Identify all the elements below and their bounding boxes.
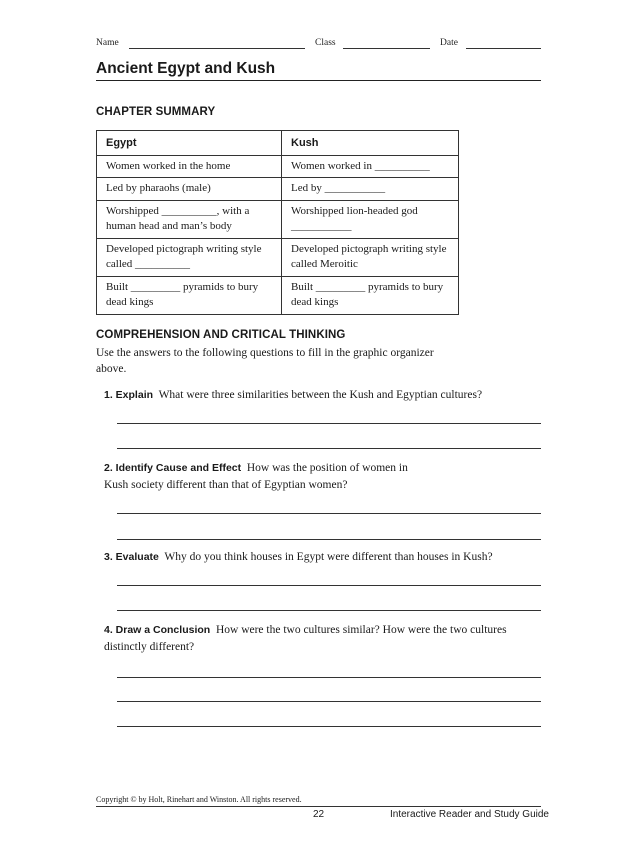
footer-rule (96, 806, 541, 807)
name-label: Name (96, 38, 119, 48)
answer-line[interactable] (117, 701, 541, 702)
question-4 (104, 622, 514, 656)
question-2 (104, 460, 434, 494)
answer-line[interactable] (117, 513, 541, 514)
page-number: 22 (313, 809, 325, 820)
instructions-text: Use the answers to the following questions to fill in the graphic organizer above. (96, 347, 434, 375)
answer-line[interactable] (117, 726, 541, 727)
summary-table (96, 130, 459, 315)
copyright-notice: Copyright © by Holt, Rinehart and Winston. All rights reserved. (96, 795, 302, 804)
table-cell: Led by pharaohs (male) (97, 178, 282, 201)
question-1 (104, 387, 544, 404)
table-cell: Built _________ pyramids to bury dead kings (97, 276, 282, 314)
class-label: Class (315, 38, 336, 48)
answer-line[interactable] (117, 677, 541, 678)
table-row (97, 276, 459, 314)
question-3 (104, 549, 544, 566)
question-text: Why do you think houses in Egypt were different than houses in Kush? (164, 551, 493, 563)
comprehension-heading: COMPREHENSION AND CRITICAL THINKING (96, 329, 346, 341)
answer-line[interactable] (117, 423, 541, 424)
question-label: 3. Evaluate (104, 551, 159, 563)
name-field[interactable] (129, 48, 305, 49)
question-label: 1. Explain (104, 389, 154, 401)
column-header-kush: Kush (282, 131, 459, 156)
date-field[interactable] (466, 48, 541, 49)
question-text: What were three similarities between the Kush and Egyptian cultures? (158, 389, 483, 401)
table-cell: Worshipped lion-headed god ___________ (282, 200, 459, 238)
answer-line[interactable] (117, 610, 541, 611)
answer-line[interactable] (117, 539, 541, 540)
page-title: Ancient Egypt and Kush (96, 60, 276, 77)
table-cell: Built _________ pyramids to bury dead kings (282, 276, 459, 314)
guide-title: Interactive Reader and Study Guide (390, 809, 549, 820)
question-label: 2. Identify Cause and Effect (104, 462, 242, 474)
title-rule (96, 80, 541, 81)
class-field[interactable] (343, 48, 430, 49)
question-label: 4. Draw a Conclusion (104, 624, 211, 636)
answer-line[interactable] (117, 585, 541, 586)
table-row (97, 200, 459, 238)
question-text: How were the two cultures similar? How were the two cultures distinctly different? (104, 624, 507, 653)
table-header-row (97, 131, 459, 156)
table-cell: Developed pictograph writing style called Meroitic (282, 238, 459, 276)
answer-line[interactable] (117, 448, 541, 449)
table-row (97, 178, 459, 201)
table-row (97, 155, 459, 178)
table-cell: Developed pictograph writing style called __________ (97, 238, 282, 276)
table-cell: Women worked in __________ (282, 155, 459, 178)
question-text: How was the position of women in Kush society different than that of Egyptian women? (104, 462, 408, 491)
table-cell: Worshipped __________, with a human head and man’s body (97, 200, 282, 238)
column-header-egypt: Egypt (97, 131, 282, 156)
table-cell: Women worked in the home (97, 155, 282, 178)
date-label: Date (440, 38, 458, 48)
table-cell: Led by ___________ (282, 178, 459, 201)
table-row (97, 238, 459, 276)
chapter-summary-heading: CHAPTER SUMMARY (96, 106, 216, 118)
